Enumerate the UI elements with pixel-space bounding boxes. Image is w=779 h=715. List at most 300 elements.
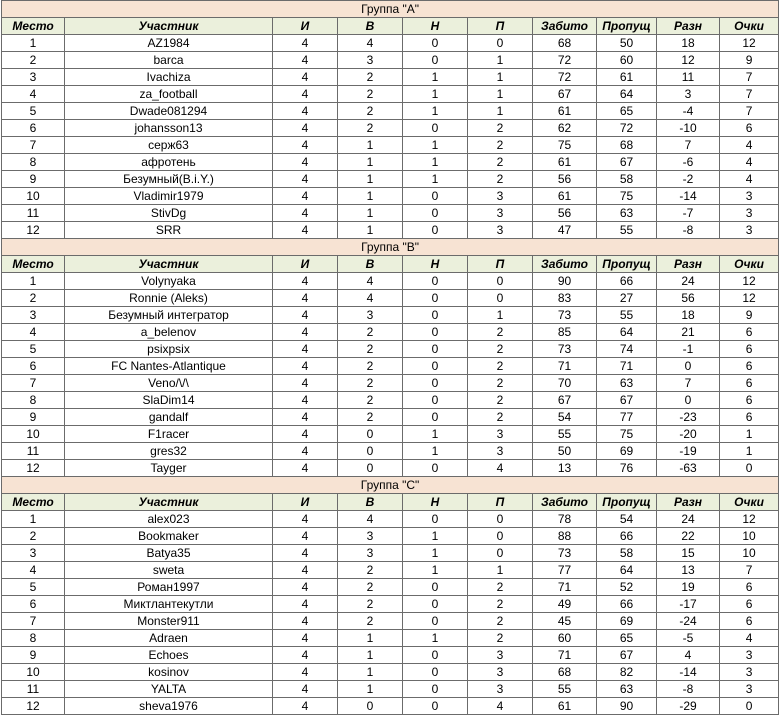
cell-draws: 0 [403,511,468,528]
cell-points: 6 [720,579,779,596]
cell-losses: 0 [468,290,533,307]
table-row [2,86,779,103]
cell-games: 4 [273,154,338,171]
cell-diff: -14 [657,664,720,681]
cell-draws: 0 [403,324,468,341]
table-row [2,647,779,664]
cell-participant: Monster911 [65,613,273,630]
cell-points: 12 [720,35,779,52]
cell-points: 0 [720,460,779,477]
cell-points: 9 [720,307,779,324]
cell-draws: 0 [403,35,468,52]
cell-conceded: 76 [597,460,657,477]
cell-place: 6 [2,358,65,375]
table-row [2,562,779,579]
cell-place: 7 [2,613,65,630]
cell-participant: a_belenov [65,324,273,341]
table-row [2,681,779,698]
column-header-wins: В [338,18,403,35]
cell-participant: StivDg [65,205,273,222]
cell-scored: 55 [533,681,597,698]
cell-wins: 1 [338,137,403,154]
cell-games: 4 [273,579,338,596]
cell-scored: 61 [533,154,597,171]
cell-points: 6 [720,409,779,426]
table-row [2,324,779,341]
cell-wins: 0 [338,698,403,715]
cell-scored: 78 [533,511,597,528]
cell-participant: Adraen [65,630,273,647]
cell-wins: 1 [338,664,403,681]
cell-conceded: 75 [597,188,657,205]
cell-diff: -7 [657,205,720,222]
cell-games: 4 [273,443,338,460]
cell-games: 4 [273,341,338,358]
cell-games: 4 [273,120,338,137]
column-header-participant: Участник [65,18,273,35]
standings-body [2,1,779,715]
cell-place: 6 [2,596,65,613]
cell-scored: 61 [533,188,597,205]
cell-wins: 2 [338,579,403,596]
cell-draws: 0 [403,681,468,698]
cell-losses: 0 [468,528,533,545]
cell-points: 0 [720,698,779,715]
cell-wins: 0 [338,460,403,477]
table-row [2,137,779,154]
cell-losses: 4 [468,698,533,715]
cell-place: 4 [2,562,65,579]
column-header-conceded: Пропущ [597,256,657,273]
cell-games: 4 [273,511,338,528]
cell-wins: 3 [338,52,403,69]
cell-scored: 71 [533,579,597,596]
table-row [2,596,779,613]
cell-scored: 73 [533,341,597,358]
cell-wins: 3 [338,528,403,545]
cell-losses: 1 [468,52,533,69]
cell-draws: 0 [403,392,468,409]
cell-scored: 56 [533,171,597,188]
cell-participant: za_football [65,86,273,103]
table-row [2,120,779,137]
cell-conceded: 66 [597,596,657,613]
cell-points: 10 [720,545,779,562]
cell-diff: 12 [657,52,720,69]
table-row [2,205,779,222]
cell-draws: 0 [403,188,468,205]
cell-place: 3 [2,307,65,324]
column-header-wins: В [338,494,403,511]
table-row [2,103,779,120]
table-row [2,545,779,562]
cell-diff: -5 [657,630,720,647]
cell-draws: 0 [403,409,468,426]
cell-participant: Ronnie (Aleks) [65,290,273,307]
table-row [2,358,779,375]
cell-losses: 1 [468,86,533,103]
column-header-losses: П [468,256,533,273]
cell-scored: 60 [533,630,597,647]
column-header-row [2,494,779,511]
cell-scored: 61 [533,698,597,715]
cell-diff: 13 [657,562,720,579]
group-title-row [2,1,779,18]
cell-participant: Volynyaka [65,273,273,290]
cell-diff: -17 [657,596,720,613]
cell-draws: 1 [403,137,468,154]
column-header-scored: Забито [533,494,597,511]
cell-scored: 77 [533,562,597,579]
column-header-diff: Разн [657,494,720,511]
cell-losses: 3 [468,222,533,239]
cell-participant: kosinov [65,664,273,681]
cell-games: 4 [273,681,338,698]
cell-place: 4 [2,86,65,103]
cell-games: 4 [273,630,338,647]
cell-place: 2 [2,52,65,69]
cell-place: 5 [2,341,65,358]
cell-participant: SRR [65,222,273,239]
cell-place: 10 [2,426,65,443]
cell-points: 3 [720,188,779,205]
cell-scored: 49 [533,596,597,613]
column-header-points: Очки [720,494,779,511]
cell-place: 1 [2,511,65,528]
cell-conceded: 60 [597,52,657,69]
cell-conceded: 64 [597,562,657,579]
cell-losses: 2 [468,358,533,375]
cell-points: 6 [720,324,779,341]
cell-points: 6 [720,613,779,630]
column-header-participant: Участник [65,256,273,273]
cell-wins: 4 [338,511,403,528]
cell-conceded: 65 [597,630,657,647]
cell-losses: 3 [468,188,533,205]
column-header-games: И [273,494,338,511]
cell-wins: 2 [338,341,403,358]
cell-scored: 54 [533,409,597,426]
cell-points: 4 [720,137,779,154]
cell-conceded: 72 [597,120,657,137]
cell-participant: Dwade081294 [65,103,273,120]
cell-wins: 4 [338,35,403,52]
cell-scored: 73 [533,307,597,324]
cell-participant: Безумный интегратор [65,307,273,324]
cell-scored: 67 [533,392,597,409]
cell-losses: 2 [468,171,533,188]
cell-losses: 2 [468,630,533,647]
cell-diff: -2 [657,171,720,188]
cell-conceded: 82 [597,664,657,681]
cell-draws: 0 [403,596,468,613]
cell-wins: 2 [338,324,403,341]
cell-diff: -6 [657,154,720,171]
cell-conceded: 71 [597,358,657,375]
cell-draws: 1 [403,154,468,171]
cell-losses: 3 [468,664,533,681]
cell-conceded: 52 [597,579,657,596]
column-header-draws: Н [403,256,468,273]
cell-losses: 2 [468,154,533,171]
cell-draws: 0 [403,698,468,715]
cell-scored: 62 [533,120,597,137]
cell-losses: 1 [468,103,533,120]
cell-conceded: 63 [597,375,657,392]
cell-conceded: 64 [597,324,657,341]
cell-draws: 0 [403,52,468,69]
cell-place: 7 [2,137,65,154]
cell-wins: 1 [338,171,403,188]
table-row [2,528,779,545]
cell-conceded: 27 [597,290,657,307]
cell-scored: 68 [533,35,597,52]
cell-scored: 85 [533,324,597,341]
cell-diff: 7 [657,375,720,392]
column-header-participant: Участник [65,494,273,511]
cell-diff: 11 [657,69,720,86]
cell-losses: 2 [468,392,533,409]
cell-games: 4 [273,103,338,120]
cell-points: 7 [720,69,779,86]
cell-points: 1 [720,426,779,443]
cell-participant: Роман1997 [65,579,273,596]
cell-conceded: 54 [597,511,657,528]
cell-losses: 3 [468,205,533,222]
cell-wins: 0 [338,426,403,443]
column-header-conceded: Пропущ [597,494,657,511]
cell-participant: alex023 [65,511,273,528]
cell-participant: sheva1976 [65,698,273,715]
column-header-draws: Н [403,18,468,35]
cell-wins: 4 [338,273,403,290]
column-header-place: Место [2,18,65,35]
cell-draws: 1 [403,545,468,562]
cell-scored: 83 [533,290,597,307]
cell-draws: 1 [403,443,468,460]
cell-games: 4 [273,307,338,324]
cell-diff: 22 [657,528,720,545]
cell-conceded: 67 [597,154,657,171]
cell-diff: 0 [657,392,720,409]
column-header-losses: П [468,494,533,511]
column-header-games: И [273,256,338,273]
cell-points: 6 [720,120,779,137]
cell-games: 4 [273,545,338,562]
column-header-row [2,18,779,35]
group-title: Группа "В" [2,239,779,256]
cell-diff: -1 [657,341,720,358]
cell-participant: gandalf [65,409,273,426]
cell-points: 12 [720,290,779,307]
cell-diff: 19 [657,579,720,596]
cell-scored: 13 [533,460,597,477]
cell-points: 7 [720,103,779,120]
column-header-place: Место [2,256,65,273]
cell-diff: -63 [657,460,720,477]
group-title-row [2,239,779,256]
cell-conceded: 68 [597,137,657,154]
cell-games: 4 [273,137,338,154]
standings-table [1,0,779,715]
cell-points: 3 [720,681,779,698]
table-row [2,290,779,307]
cell-wins: 1 [338,188,403,205]
cell-wins: 1 [338,647,403,664]
cell-draws: 0 [403,579,468,596]
cell-place: 5 [2,579,65,596]
cell-losses: 2 [468,375,533,392]
cell-wins: 1 [338,222,403,239]
cell-scored: 55 [533,426,597,443]
cell-scored: 72 [533,69,597,86]
cell-losses: 0 [468,511,533,528]
group-title-row [2,477,779,494]
cell-conceded: 58 [597,545,657,562]
cell-points: 3 [720,205,779,222]
cell-place: 1 [2,273,65,290]
cell-points: 4 [720,171,779,188]
cell-conceded: 61 [597,69,657,86]
cell-participant: Tayger [65,460,273,477]
cell-diff: 15 [657,545,720,562]
cell-losses: 1 [468,562,533,579]
cell-draws: 0 [403,460,468,477]
cell-points: 1 [720,443,779,460]
cell-scored: 68 [533,664,597,681]
cell-scored: 72 [533,52,597,69]
column-header-draws: Н [403,494,468,511]
cell-participant: johansson13 [65,120,273,137]
table-row [2,273,779,290]
cell-conceded: 66 [597,528,657,545]
cell-diff: 24 [657,273,720,290]
cell-diff: 18 [657,307,720,324]
cell-conceded: 77 [597,409,657,426]
cell-conceded: 67 [597,647,657,664]
cell-games: 4 [273,273,338,290]
cell-place: 1 [2,35,65,52]
cell-participant: афротень [65,154,273,171]
cell-losses: 1 [468,69,533,86]
cell-games: 4 [273,647,338,664]
cell-diff: -19 [657,443,720,460]
cell-scored: 67 [533,86,597,103]
cell-scored: 50 [533,443,597,460]
cell-place: 3 [2,545,65,562]
table-row [2,698,779,715]
cell-wins: 2 [338,120,403,137]
cell-place: 9 [2,171,65,188]
cell-draws: 1 [403,86,468,103]
cell-points: 7 [720,86,779,103]
cell-games: 4 [273,375,338,392]
cell-draws: 0 [403,290,468,307]
cell-draws: 1 [403,171,468,188]
cell-draws: 0 [403,120,468,137]
cell-losses: 3 [468,647,533,664]
cell-wins: 2 [338,596,403,613]
cell-games: 4 [273,613,338,630]
cell-games: 4 [273,222,338,239]
column-header-points: Очки [720,256,779,273]
cell-games: 4 [273,528,338,545]
cell-wins: 2 [338,375,403,392]
cell-draws: 0 [403,375,468,392]
table-row [2,613,779,630]
cell-participant: barca [65,52,273,69]
cell-participant: AZ1984 [65,35,273,52]
cell-place: 11 [2,205,65,222]
cell-losses: 2 [468,324,533,341]
cell-place: 12 [2,698,65,715]
cell-games: 4 [273,188,338,205]
column-header-losses: П [468,18,533,35]
cell-losses: 0 [468,35,533,52]
cell-diff: 24 [657,511,720,528]
cell-diff: -10 [657,120,720,137]
column-header-diff: Разн [657,18,720,35]
cell-losses: 2 [468,613,533,630]
cell-participant: Batya35 [65,545,273,562]
cell-diff: -4 [657,103,720,120]
cell-draws: 0 [403,341,468,358]
column-header-conceded: Пропущ [597,18,657,35]
cell-diff: -14 [657,188,720,205]
cell-place: 12 [2,460,65,477]
cell-diff: -23 [657,409,720,426]
cell-points: 9 [720,52,779,69]
cell-conceded: 55 [597,307,657,324]
cell-wins: 4 [338,290,403,307]
cell-draws: 0 [403,358,468,375]
cell-draws: 1 [403,69,468,86]
cell-draws: 0 [403,664,468,681]
cell-points: 6 [720,358,779,375]
cell-points: 4 [720,630,779,647]
cell-conceded: 69 [597,613,657,630]
table-row [2,511,779,528]
cell-draws: 0 [403,222,468,239]
cell-conceded: 67 [597,392,657,409]
cell-conceded: 66 [597,273,657,290]
cell-place: 9 [2,647,65,664]
cell-place: 10 [2,188,65,205]
cell-conceded: 74 [597,341,657,358]
cell-losses: 3 [468,443,533,460]
cell-place: 10 [2,664,65,681]
cell-losses: 0 [468,545,533,562]
cell-draws: 0 [403,307,468,324]
cell-games: 4 [273,698,338,715]
cell-scored: 45 [533,613,597,630]
cell-participant: Ivachiza [65,69,273,86]
cell-diff: 0 [657,358,720,375]
table-row [2,579,779,596]
cell-conceded: 58 [597,171,657,188]
cell-diff: 18 [657,35,720,52]
cell-points: 3 [720,664,779,681]
cell-diff: 56 [657,290,720,307]
table-row [2,307,779,324]
column-header-games: И [273,18,338,35]
cell-wins: 1 [338,681,403,698]
cell-scored: 71 [533,647,597,664]
cell-points: 6 [720,596,779,613]
cell-draws: 1 [403,630,468,647]
cell-conceded: 90 [597,698,657,715]
cell-losses: 2 [468,341,533,358]
